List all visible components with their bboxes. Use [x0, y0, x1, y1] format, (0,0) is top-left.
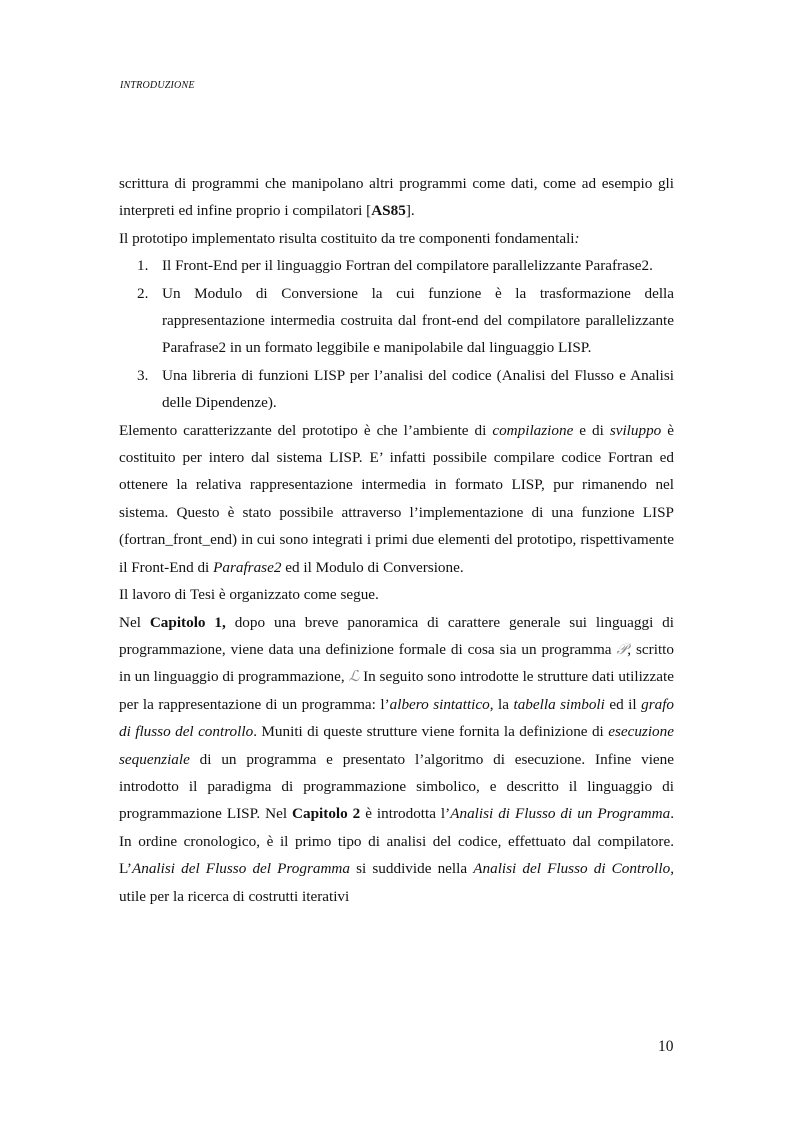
language-symbol: ℒ: [348, 667, 360, 686]
body-text: [119, 170, 674, 910]
list-item: 2. Un Modulo di Conversione la cui funzione è la trasformazione della rappresentazione intermedia costruita dal front-end del compilatore parallelizzante Parafrase2 in un formato leggibile e manipolabile dal linguaggio LISP.: [137, 284, 674, 357]
program-symbol: 𝒫: [616, 639, 628, 658]
citation-reference: AS85: [371, 202, 406, 220]
list-item: 3. Una libreria di funzioni LISP per l’analisi del codice (Analisi del Flusso e Analisi delle Dipendenze).: [137, 366, 674, 412]
paragraph-characteristic: Elemento caratterizzante del prototipo è che l’ambiente di compilazione e di sviluppo è costituito per intero dal sistema LISP. E’ infatti possibile compilare codice Fortran ed ottenere la relativa rappresentazione intermedia in formato LISP, pur rimanendo nel sistema. Questo è stato possibile attraverso l’implementazione di una funzione LISP (fortran_front_end) in cui sono integrati i primi due elementi del prototipo, rispettivamente il Front-End di Parafrase2 ed il Modulo di Conversione.: [119, 421, 674, 576]
list-item: 1. Il Front-End per il linguaggio Fortran del compilatore parallelizzante Parafrase2.: [137, 257, 653, 275]
paragraph-continuation: scrittura di programmi che manipolano altri programmi come dati, come ad esempio gli interpreti ed infine proprio i compilatori [AS85].: [119, 175, 674, 220]
running-header: INTRODUZIONE: [120, 80, 195, 91]
components-list: [119, 252, 674, 416]
paragraph-organization: Il lavoro di Tesi è organizzato come segue.: [119, 586, 379, 604]
paragraph-chapters: Nel Capitolo 1, dopo una breve panoramica di carattere generale sui linguaggi di programmazione, viene data una definizione formale di cosa sia un programma 𝒫, scritto in un linguaggio di programmazione, ℒ In seguito sono introdotte le strutture dati utilizzate per la rappresentazione di un programma: l’albero sintattico, la tabella simboli ed il grafo di flusso del controllo. Muniti di queste strutture viene fornita la definizione di esecuzione sequenziale di un programma e presentato l’algoritmo di esecuzione. Infine viene introdotto il paradigma di programmazione simbolico, e descritto il linguaggio di programmazione LISP. Nel Capitolo 2 è introdotta l’Analisi di Flusso di un Programma. In ordine cronologico, è il primo tipo di analisi del codice, effettuato dal compilatore. L’Analisi del Flusso del Programma si suddivide nella Analisi del Flusso di Controllo, utile per la ricerca di costrutti iterativi: [119, 613, 675, 905]
paragraph-prototype-intro: Il prototipo implementato risulta costituito da tre componenti fondamentali:: [119, 229, 580, 247]
page-number: 10: [658, 1038, 674, 1055]
